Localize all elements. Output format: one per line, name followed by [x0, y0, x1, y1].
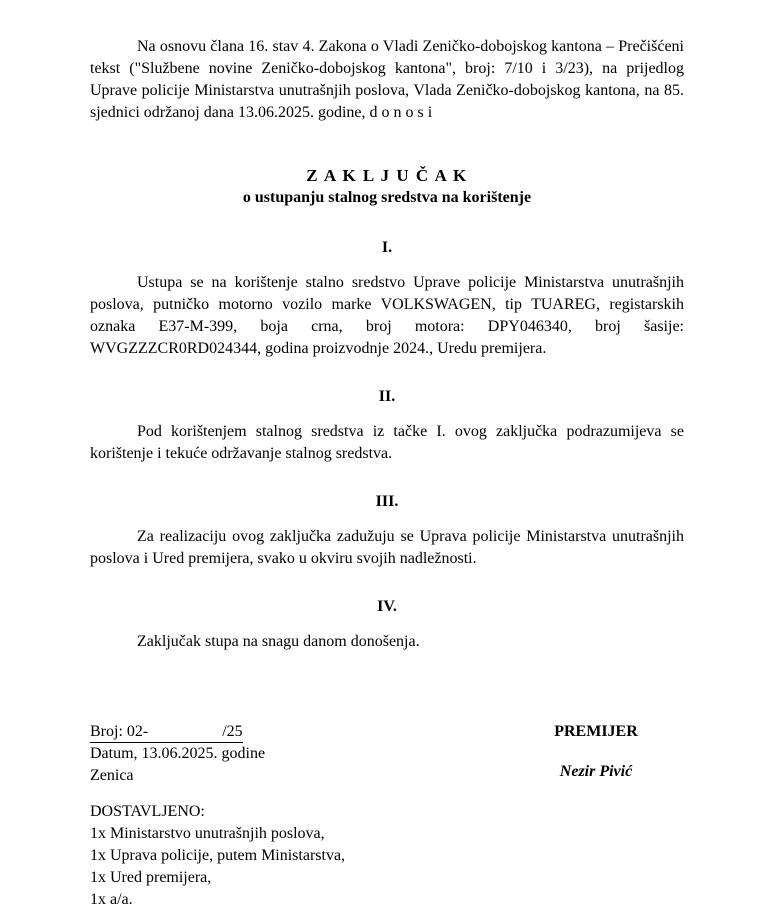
- broj-suffix: /25: [222, 723, 243, 740]
- dostavljeno-item: 1x Ministarstvo unutrašnjih poslova,: [90, 825, 325, 842]
- document-subtitle: o ustupanju stalnog sredstva na korištenje: [242, 189, 532, 206]
- section-4-number: IV.: [377, 598, 397, 615]
- section-2-paragraph: Pod korištenjem stalnog sredstva iz tačke I. ovog zaključka podrazumijeva se korištenje i tekuće održavanje stalnog sredstva.: [90, 423, 684, 462]
- section-3-paragraph: Za realizaciju ovog zaključka zadužuju se Uprava policije Ministarstva unutrašnjih poslova i Ured premijera, svako u okviru svojih nadležnosti.: [90, 528, 684, 567]
- section-4: [90, 596, 684, 653]
- section-1: [90, 237, 684, 360]
- section-3: [90, 491, 684, 570]
- document-title: Z A K L J U Č A K: [306, 166, 468, 185]
- section-4-paragraph: Zaključak stupa na snagu danom donošenja.: [137, 633, 420, 650]
- signer-name: Nezir Pivić: [559, 763, 633, 780]
- section-2-number: II.: [378, 388, 396, 405]
- signature-block: [90, 721, 684, 787]
- section-1-paragraph: Ustupa se na korištenje stalno sredstvo Uprave policije Ministarstva unutrašnjih poslova, putničko motorno vozilo marke VOLKSWAGEN, tip TUAREG, registarskih oznaka E37-M-399, boja crna, broj motora: DPY046340, broj šasije: WVGZZZCR0RD024344, godina proizvodnje 2024., Uredu premijera.: [90, 274, 684, 357]
- dostavljeno-item: 1x Ured premijera,: [90, 869, 212, 886]
- dostavljeno-item: 1x a/a.: [90, 891, 133, 908]
- dostavljeno-block: [90, 801, 684, 911]
- signer-title: PREMIJER: [554, 723, 638, 740]
- broj-line: [90, 721, 265, 743]
- dostavljeno-item: 1x Uprava policije, putem Ministarstva,: [90, 847, 346, 864]
- intro-paragraph: Na osnovu člana 16. stav 4. Zakona o Vladi Zeničko-dobojskog kantona – Prečišćeni tekst ("Službene novine Zeničko-dobojskog kantona", broj: 7/10 i 3/23), na prijedlog Uprave policije Ministarstva unutrašnjih poslova, Vlada Zeničko-dobojskog kantona, na 85. sjednici održanoj dana 13.06.2025. godine, d o n o s i: [90, 38, 684, 121]
- datum-line: Datum, 13.06.2025. godine: [90, 745, 266, 762]
- broj-underline: [90, 722, 243, 743]
- section-3-number: III.: [375, 493, 399, 510]
- section-2: [90, 386, 684, 465]
- title-block: [90, 165, 684, 209]
- city-line: Zenica: [90, 767, 134, 784]
- section-1-number: I.: [381, 239, 393, 256]
- dostavljeno-heading: DOSTAVLJENO:: [90, 803, 205, 820]
- broj-label: Broj: 02-: [90, 723, 149, 740]
- reference-block: [90, 721, 265, 787]
- signer-block: [516, 721, 676, 787]
